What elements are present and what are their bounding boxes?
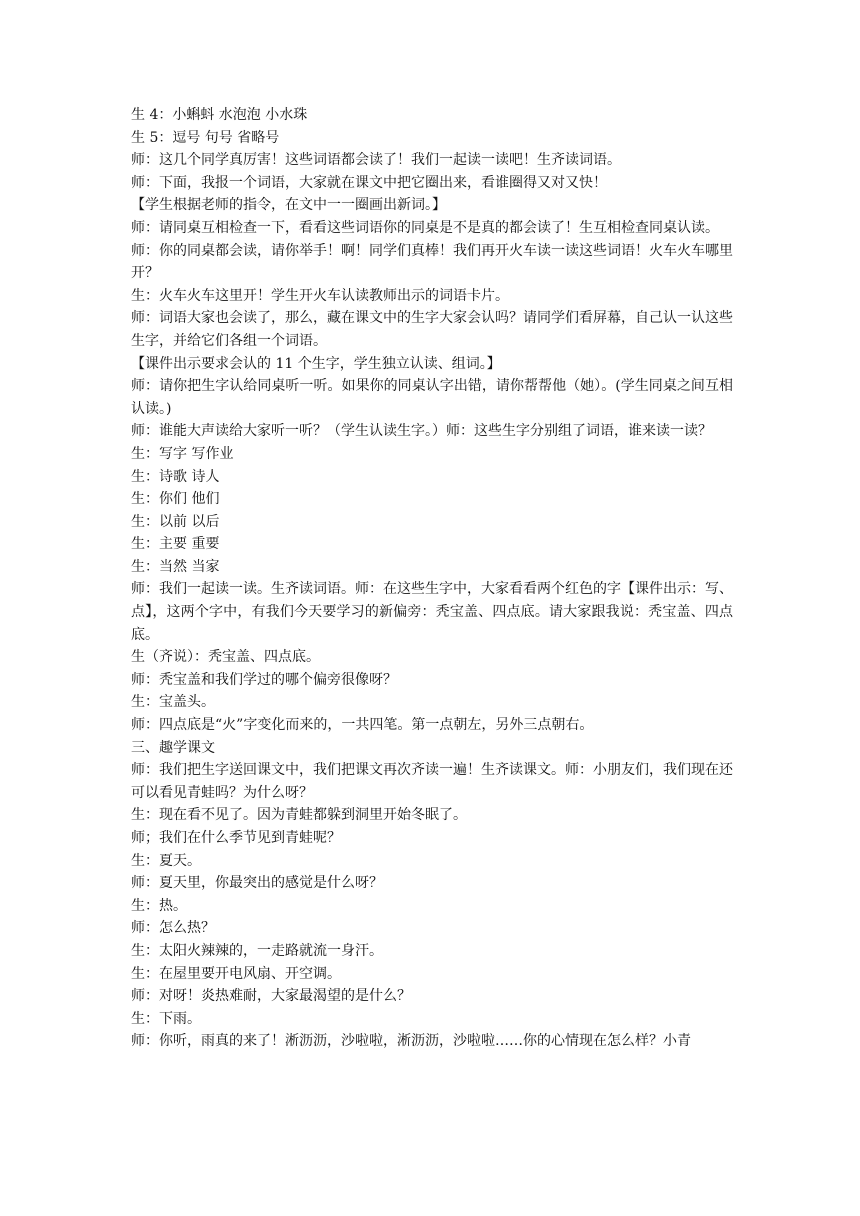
text-line: 生：夏天。	[131, 852, 201, 869]
text-line: 生 4：小蝌蚪 水泡泡 小水珠	[131, 107, 308, 123]
text-line: 生：以前 以后	[131, 513, 220, 530]
text-line: 师：怎么热？	[131, 920, 215, 937]
text-line: 生（齐说）：秃宝盖、四点底。	[131, 649, 320, 666]
text-line: 生：下雨。	[131, 1010, 201, 1027]
text-line: 生：诗歌 诗人	[131, 468, 220, 485]
text-line: 生：写字 写作业	[131, 445, 234, 462]
text-paragraph: 师：词语大家也会读了，那么，藏在课文中的生字大家会认吗？请同学们看屏幕，自己认一认这些生字，并给它们各组一个词语。	[131, 310, 733, 349]
text-line: 生：在屋里要开电风扇、开空调。	[131, 965, 341, 982]
text-line: 生：太阳火辣辣的，一走路就流一身汗。	[131, 942, 383, 959]
text-paragraph: 师：我们一起读一读。生齐读词语。师：在这些生字中，大家看看两个红色的字【课件出示：写、点】，这两个字中，有我们今天要学习的新偏旁：秃宝盖、四点底。请大家跟我说：秃宝盖、四点底。	[131, 581, 733, 643]
text-line: 生：现在看不见了。因为青蛙都躲到洞里开始冬眠了。	[131, 807, 467, 824]
text-line: 生：当然 当家	[131, 558, 220, 575]
text-line: 【课件出示要求会认的 11 个生字，学生独立认读、组词。】	[131, 355, 501, 372]
text-line: 师：夏天里，你最突出的感觉是什么呀？	[131, 875, 383, 892]
text-paragraph: 师：你的同桌都会读，请你举手！啊！同学们真棒！我们再开火车读一读这些词语！火车火车哪里开？	[131, 242, 733, 282]
text-line: 师：这几个同学真厉害！这些词语都会读了！我们一起读一读吧！生齐读词语。	[131, 152, 621, 169]
text-paragraph: 师：请同桌互相检查一下，看看这些词语你的同桌是不是真的都会读了！生互相检查同桌认读。	[131, 219, 719, 236]
text-line: 生 5：逗号 句号 省略号	[131, 129, 280, 146]
text-line: 生：你们 他们	[131, 491, 220, 508]
text-paragraph: 师：请你把生字认给同桌听一听。如果你的同桌认字出错，请你帮帮他（她）。(学生同桌之间互相认读。)	[131, 378, 733, 417]
text-paragraph: 师：谁能大声读给大家听一听？（学生认读生字。）师：这些生字分别组了词语，谁来读一读？	[131, 423, 712, 440]
text-line: 师：你听，雨真的来了！淅沥沥，沙啦啦，淅沥沥，沙啦啦……你的心情现在怎么样？小青	[131, 1033, 691, 1050]
text-line: 生：宝盖头。	[131, 694, 215, 711]
text-line: 师：下面，我报一个词语，大家就在课文中把它圈出来，看谁圈得又对又快！	[131, 174, 607, 191]
text-line: 师：四点底是“火”字变化而来的，一共四笔。第一点朝左，另外三点朝右。	[131, 717, 594, 734]
text-paragraph: 师：我们把生字送回课文中，我们把课文再次齐读一遍！生齐读课文。师：小朋友们，我们现在还可以看见青蛙吗？为什么呀？	[131, 762, 733, 801]
text-line: 【学生根据老师的指令，在文中一一圈画出新词。】	[131, 197, 446, 214]
text-line: 师；我们在什么季节见到青蛙呢？	[131, 830, 341, 846]
text-line: 生：主要 重要	[131, 536, 220, 553]
text-line: 生：火车火车这里开！学生开火车认读教师出示的词语卡片。	[131, 287, 509, 304]
text-line: 师：对呀！炎热难耐，大家最渴望的是什么？	[131, 988, 411, 1005]
text-line: 师：秃宝盖和我们学过的哪个偏旁很像呀？	[131, 671, 397, 688]
text-line: 生：热。	[131, 897, 187, 914]
section-heading: 三、趣学课文	[131, 739, 215, 756]
document-page	[131, 104, 733, 1053]
